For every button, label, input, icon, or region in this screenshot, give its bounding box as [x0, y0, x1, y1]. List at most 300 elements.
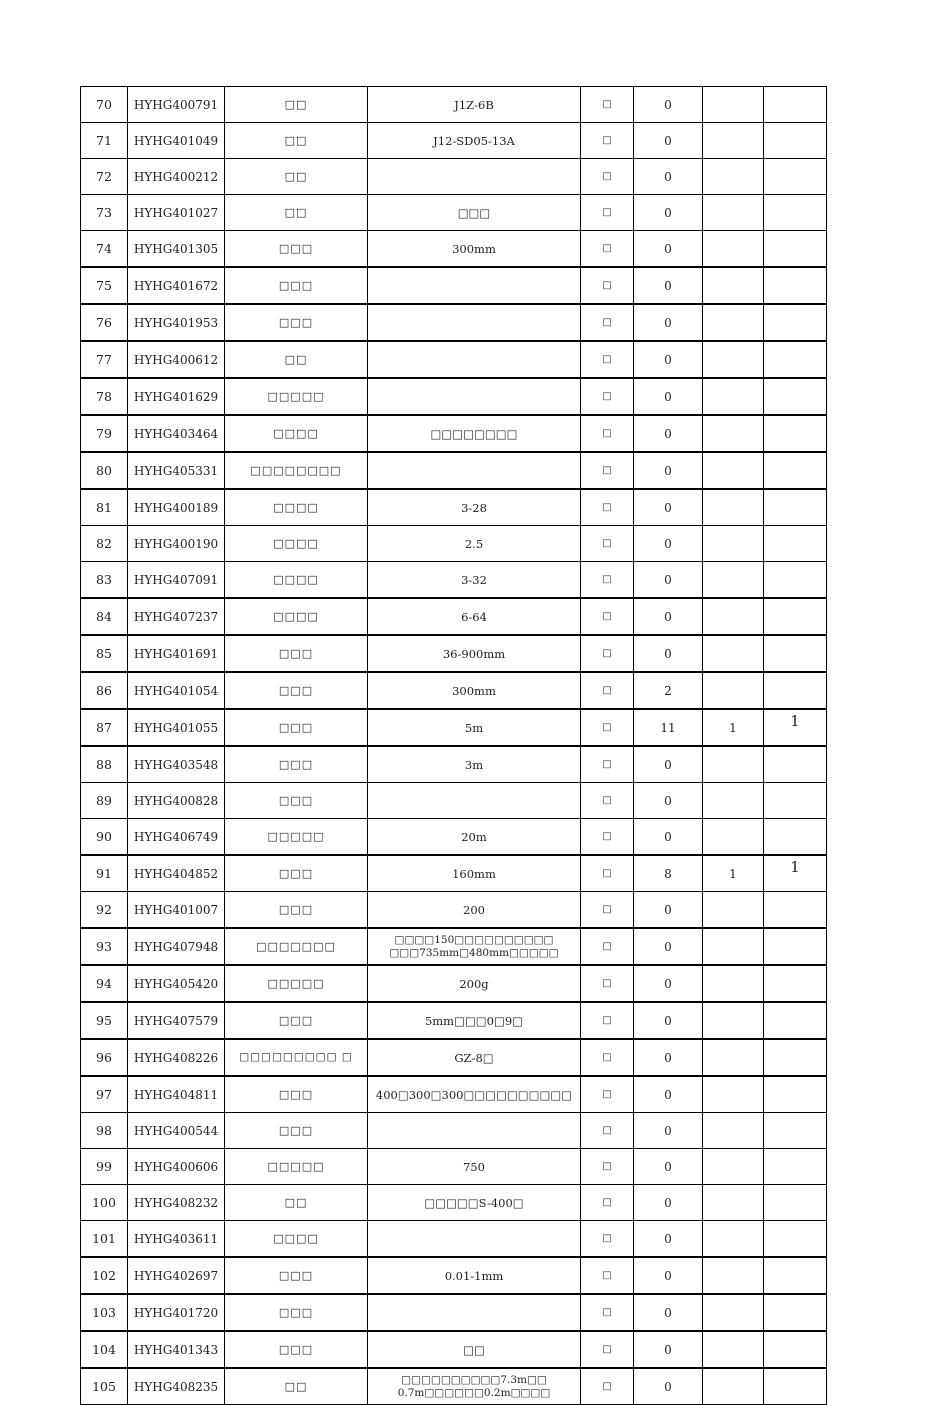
item-spec [368, 452, 581, 489]
item-unit: □ [581, 855, 634, 892]
item-code: HYHG404852 [128, 855, 225, 892]
row-number: 89 [81, 783, 128, 819]
item-name: □□□ [225, 892, 368, 929]
extra-col-a [703, 341, 764, 378]
extra-col-b [764, 341, 827, 378]
item-code: HYHG401305 [128, 231, 225, 268]
table-row [81, 928, 827, 965]
table-row [81, 1076, 827, 1113]
item-code: HYHG401343 [128, 1331, 225, 1368]
row-number: 91 [81, 855, 128, 892]
extra-col-a [703, 965, 764, 1002]
item-quantity: 0 [634, 892, 703, 929]
row-number: 88 [81, 746, 128, 783]
item-name: □□□ [225, 855, 368, 892]
row-number: 102 [81, 1257, 128, 1294]
item-quantity: 0 [634, 87, 703, 123]
item-unit: □ [581, 819, 634, 856]
item-quantity: 0 [634, 526, 703, 562]
item-quantity: 0 [634, 1257, 703, 1294]
item-spec: 300mm [368, 672, 581, 709]
extra-col-a [703, 598, 764, 635]
item-quantity: 0 [634, 1331, 703, 1368]
item-spec: 300mm [368, 231, 581, 268]
item-name: □□□ [225, 1113, 368, 1149]
item-spec: 20m [368, 819, 581, 856]
extra-col-b: 1 [764, 709, 827, 746]
item-name: □□□□□ [225, 965, 368, 1002]
item-spec: 3m [368, 746, 581, 783]
extra-col-b [764, 562, 827, 599]
item-spec: J12-SD05-13A [368, 123, 581, 159]
row-number: 95 [81, 1002, 128, 1039]
item-spec [368, 304, 581, 341]
extra-col-b: 1 [764, 855, 827, 892]
item-spec: 36-900mm [368, 635, 581, 672]
extra-col-a [703, 672, 764, 709]
item-code: HYHG400212 [128, 159, 225, 195]
item-quantity: 0 [634, 378, 703, 415]
item-unit: □ [581, 267, 634, 304]
item-code: HYHG401055 [128, 709, 225, 746]
row-number: 98 [81, 1113, 128, 1149]
item-spec: 5m [368, 709, 581, 746]
extra-col-b [764, 452, 827, 489]
item-code: HYHG400189 [128, 489, 225, 526]
item-code: HYHG401054 [128, 672, 225, 709]
table-row [81, 123, 827, 159]
item-unit: □ [581, 1331, 634, 1368]
row-number: 85 [81, 635, 128, 672]
extra-col-a [703, 1368, 764, 1405]
item-code: HYHG407237 [128, 598, 225, 635]
extra-col-b [764, 672, 827, 709]
extra-col-a [703, 267, 764, 304]
item-unit: □ [581, 378, 634, 415]
extra-col-a [703, 562, 764, 599]
item-unit: □ [581, 1076, 634, 1113]
extra-col-b [764, 1039, 827, 1076]
item-code: HYHG408232 [128, 1185, 225, 1221]
extra-col-a [703, 892, 764, 929]
extra-col-b [764, 1257, 827, 1294]
item-name: □□□□ [225, 1221, 368, 1258]
item-code: HYHG401007 [128, 892, 225, 929]
item-spec: 5mm□□□0□9□ [368, 1002, 581, 1039]
item-quantity: 0 [634, 1039, 703, 1076]
item-unit: □ [581, 709, 634, 746]
item-name: □□□□□ [225, 819, 368, 856]
item-quantity: 0 [634, 1076, 703, 1113]
item-quantity: 0 [634, 1002, 703, 1039]
item-spec: 3-32 [368, 562, 581, 599]
item-code: HYHG400606 [128, 1149, 225, 1185]
extra-col-b [764, 1185, 827, 1221]
item-code: HYHG401629 [128, 378, 225, 415]
item-code: HYHG408235 [128, 1368, 225, 1405]
item-name: □□ [225, 123, 368, 159]
extra-col-b [764, 746, 827, 783]
extra-col-b [764, 1331, 827, 1368]
item-unit: □ [581, 195, 634, 231]
extra-col-a [703, 1257, 764, 1294]
item-unit: □ [581, 1113, 634, 1149]
item-name: □□ [225, 195, 368, 231]
extra-col-b [764, 928, 827, 965]
item-unit: □ [581, 231, 634, 268]
item-unit: □ [581, 123, 634, 159]
table-row [81, 892, 827, 929]
table-row [81, 378, 827, 415]
extra-col-a [703, 87, 764, 123]
extra-col-b [764, 415, 827, 452]
table-row [81, 341, 827, 378]
item-unit: □ [581, 159, 634, 195]
item-unit: □ [581, 1257, 634, 1294]
item-spec: □□□□□□□□□□7.3m□□ 0.7m□□□□□□0.2m□□□□ [368, 1368, 581, 1405]
item-name: □□□ [225, 672, 368, 709]
inventory-table-body [81, 87, 827, 1405]
item-name: □□□ [225, 1257, 368, 1294]
row-number: 70 [81, 87, 128, 123]
item-name: □□□□□□□ [225, 928, 368, 965]
extra-col-a [703, 1185, 764, 1221]
item-spec [368, 1221, 581, 1258]
item-unit: □ [581, 415, 634, 452]
table-row [81, 489, 827, 526]
item-quantity: 2 [634, 672, 703, 709]
row-number: 99 [81, 1149, 128, 1185]
item-code: HYHG403464 [128, 415, 225, 452]
item-code: HYHG400190 [128, 526, 225, 562]
item-quantity: 0 [634, 1185, 703, 1221]
row-number: 82 [81, 526, 128, 562]
extra-col-a [703, 635, 764, 672]
table-row [81, 1113, 827, 1149]
item-name: □□□□ [225, 526, 368, 562]
item-code: HYHG407091 [128, 562, 225, 599]
item-name: □□□ [225, 783, 368, 819]
item-quantity: 0 [634, 195, 703, 231]
table-row [81, 1039, 827, 1076]
row-number: 75 [81, 267, 128, 304]
item-name: □□□ [225, 709, 368, 746]
item-spec: J1Z-6B [368, 87, 581, 123]
extra-col-b [764, 1294, 827, 1331]
extra-col-a: 1 [703, 709, 764, 746]
table-row [81, 1149, 827, 1185]
item-name: □□□ [225, 1331, 368, 1368]
item-quantity: 0 [634, 562, 703, 599]
item-quantity: 0 [634, 267, 703, 304]
item-spec: □□□ [368, 195, 581, 231]
table-row [81, 562, 827, 599]
extra-col-b [764, 965, 827, 1002]
table-row [81, 159, 827, 195]
item-name: □□ [225, 87, 368, 123]
extra-col-b [764, 267, 827, 304]
item-quantity: 0 [634, 1221, 703, 1258]
extra-col-a [703, 304, 764, 341]
inventory-table [80, 86, 827, 1405]
row-number: 97 [81, 1076, 128, 1113]
table-row [81, 452, 827, 489]
item-name: □□ [225, 1368, 368, 1405]
item-quantity: 0 [634, 231, 703, 268]
extra-col-a [703, 1149, 764, 1185]
row-number: 79 [81, 415, 128, 452]
row-number: 78 [81, 378, 128, 415]
item-unit: □ [581, 341, 634, 378]
table-row [81, 635, 827, 672]
row-number: 101 [81, 1221, 128, 1258]
item-code: HYHG400612 [128, 341, 225, 378]
table-row [81, 1221, 827, 1258]
extra-col-a [703, 928, 764, 965]
item-code: HYHG408226 [128, 1039, 225, 1076]
extra-col-b [764, 1368, 827, 1405]
item-spec: 3-28 [368, 489, 581, 526]
item-quantity: 0 [634, 635, 703, 672]
item-spec [368, 1113, 581, 1149]
item-name: □□ [225, 341, 368, 378]
item-name: □□□ [225, 1294, 368, 1331]
table-row [81, 965, 827, 1002]
item-unit: □ [581, 746, 634, 783]
item-spec: □□ [368, 1331, 581, 1368]
table-row [81, 819, 827, 856]
item-quantity: 11 [634, 709, 703, 746]
item-quantity: 0 [634, 304, 703, 341]
item-spec: 400□300□300□□□□□□□□□□ [368, 1076, 581, 1113]
item-code: HYHG403548 [128, 746, 225, 783]
item-spec [368, 341, 581, 378]
row-number: 103 [81, 1294, 128, 1331]
item-quantity: 0 [634, 746, 703, 783]
row-number: 93 [81, 928, 128, 965]
item-spec [368, 159, 581, 195]
table-row [81, 709, 827, 746]
item-code: HYHG404811 [128, 1076, 225, 1113]
item-name: □□□□□ [225, 378, 368, 415]
table-row [81, 1368, 827, 1405]
item-code: HYHG402697 [128, 1257, 225, 1294]
extra-col-a [703, 489, 764, 526]
row-number: 84 [81, 598, 128, 635]
row-number: 76 [81, 304, 128, 341]
item-unit: □ [581, 526, 634, 562]
item-spec [368, 267, 581, 304]
row-number: 96 [81, 1039, 128, 1076]
item-unit: □ [581, 489, 634, 526]
extra-col-b [764, 819, 827, 856]
item-unit: □ [581, 672, 634, 709]
item-unit: □ [581, 1221, 634, 1258]
item-spec: 200g [368, 965, 581, 1002]
item-code: HYHG400828 [128, 783, 225, 819]
item-code: HYHG401027 [128, 195, 225, 231]
item-name: □□□ [225, 746, 368, 783]
item-unit: □ [581, 598, 634, 635]
table-row [81, 1185, 827, 1221]
extra-col-a [703, 195, 764, 231]
extra-col-a [703, 231, 764, 268]
extra-col-a [703, 1076, 764, 1113]
extra-col-b [764, 1002, 827, 1039]
table-row [81, 415, 827, 452]
item-quantity: 0 [634, 1294, 703, 1331]
item-unit: □ [581, 965, 634, 1002]
table-row [81, 231, 827, 268]
table-row [81, 598, 827, 635]
table-row [81, 526, 827, 562]
item-name: □□□□□ [225, 1149, 368, 1185]
row-number: 94 [81, 965, 128, 1002]
item-unit: □ [581, 1368, 634, 1405]
table-row [81, 746, 827, 783]
item-quantity: 0 [634, 1113, 703, 1149]
row-number: 72 [81, 159, 128, 195]
item-name: □□□□□□□□ [225, 452, 368, 489]
table-row [81, 1331, 827, 1368]
extra-col-a [703, 378, 764, 415]
item-code: HYHG405420 [128, 965, 225, 1002]
table-row [81, 855, 827, 892]
item-name: □□□ [225, 304, 368, 341]
item-unit: □ [581, 304, 634, 341]
item-name: □□ [225, 159, 368, 195]
item-quantity: 0 [634, 489, 703, 526]
item-unit: □ [581, 635, 634, 672]
extra-col-a [703, 819, 764, 856]
item-spec: □□□□150□□□□□□□□□□ □□□735mm□480mm□□□□□ [368, 928, 581, 965]
item-quantity: 0 [634, 415, 703, 452]
item-quantity: 0 [634, 598, 703, 635]
item-unit: □ [581, 1185, 634, 1221]
item-unit: □ [581, 928, 634, 965]
extra-col-a [703, 1039, 764, 1076]
extra-col-b [764, 1221, 827, 1258]
extra-col-a [703, 1221, 764, 1258]
item-code: HYHG401720 [128, 1294, 225, 1331]
item-name: □□ [225, 1185, 368, 1221]
extra-col-a [703, 746, 764, 783]
item-code: HYHG407948 [128, 928, 225, 965]
item-name: □□□□ [225, 415, 368, 452]
item-name: □□□□□□□□□ □ [225, 1039, 368, 1076]
item-spec: 6-64 [368, 598, 581, 635]
extra-col-b [764, 304, 827, 341]
item-name: □□□ [225, 1002, 368, 1039]
extra-col-b [764, 892, 827, 929]
extra-col-a [703, 1113, 764, 1149]
row-number: 83 [81, 562, 128, 599]
item-unit: □ [581, 783, 634, 819]
row-number: 92 [81, 892, 128, 929]
table-row [81, 1002, 827, 1039]
item-unit: □ [581, 1002, 634, 1039]
extra-col-b [764, 1149, 827, 1185]
item-unit: □ [581, 892, 634, 929]
item-unit: □ [581, 562, 634, 599]
table-row [81, 87, 827, 123]
item-name: □□□□ [225, 562, 368, 599]
extra-col-b [764, 1113, 827, 1149]
extra-col-b [764, 123, 827, 159]
item-quantity: 0 [634, 341, 703, 378]
extra-col-b [764, 87, 827, 123]
item-quantity: 8 [634, 855, 703, 892]
item-code: HYHG401691 [128, 635, 225, 672]
extra-col-b [764, 526, 827, 562]
row-number: 77 [81, 341, 128, 378]
extra-col-b [764, 1076, 827, 1113]
item-code: HYHG400791 [128, 87, 225, 123]
item-quantity: 0 [634, 819, 703, 856]
item-spec: □□□□□S-400□ [368, 1185, 581, 1221]
item-code: HYHG401953 [128, 304, 225, 341]
row-number: 80 [81, 452, 128, 489]
extra-col-b [764, 635, 827, 672]
item-quantity: 0 [634, 1149, 703, 1185]
table-row [81, 304, 827, 341]
extra-col-b [764, 378, 827, 415]
extra-col-b [764, 195, 827, 231]
item-spec: □□□□□□□□ [368, 415, 581, 452]
item-spec: GZ-8□ [368, 1039, 581, 1076]
row-number: 100 [81, 1185, 128, 1221]
row-number: 81 [81, 489, 128, 526]
row-number: 74 [81, 231, 128, 268]
item-quantity: 0 [634, 783, 703, 819]
item-quantity: 0 [634, 1368, 703, 1405]
extra-col-a [703, 415, 764, 452]
item-unit: □ [581, 1039, 634, 1076]
extra-col-b [764, 598, 827, 635]
item-code: HYHG400544 [128, 1113, 225, 1149]
item-code: HYHG403611 [128, 1221, 225, 1258]
table-row [81, 267, 827, 304]
item-unit: □ [581, 87, 634, 123]
item-name: □□□ [225, 231, 368, 268]
item-spec: 2.5 [368, 526, 581, 562]
extra-col-a [703, 1331, 764, 1368]
item-name: □□□ [225, 267, 368, 304]
item-unit: □ [581, 1149, 634, 1185]
table-row [81, 1257, 827, 1294]
extra-col-a [703, 123, 764, 159]
row-number: 104 [81, 1331, 128, 1368]
extra-col-a [703, 783, 764, 819]
table-row [81, 783, 827, 819]
item-code: HYHG401049 [128, 123, 225, 159]
item-spec: 750 [368, 1149, 581, 1185]
item-spec [368, 783, 581, 819]
row-number: 105 [81, 1368, 128, 1405]
item-code: HYHG407579 [128, 1002, 225, 1039]
item-quantity: 0 [634, 159, 703, 195]
item-code: HYHG401672 [128, 267, 225, 304]
item-unit: □ [581, 452, 634, 489]
row-number: 90 [81, 819, 128, 856]
extra-col-a [703, 159, 764, 195]
item-code: HYHG405331 [128, 452, 225, 489]
extra-col-b [764, 783, 827, 819]
extra-col-b [764, 159, 827, 195]
table-row [81, 195, 827, 231]
table-row [81, 1294, 827, 1331]
row-number: 71 [81, 123, 128, 159]
